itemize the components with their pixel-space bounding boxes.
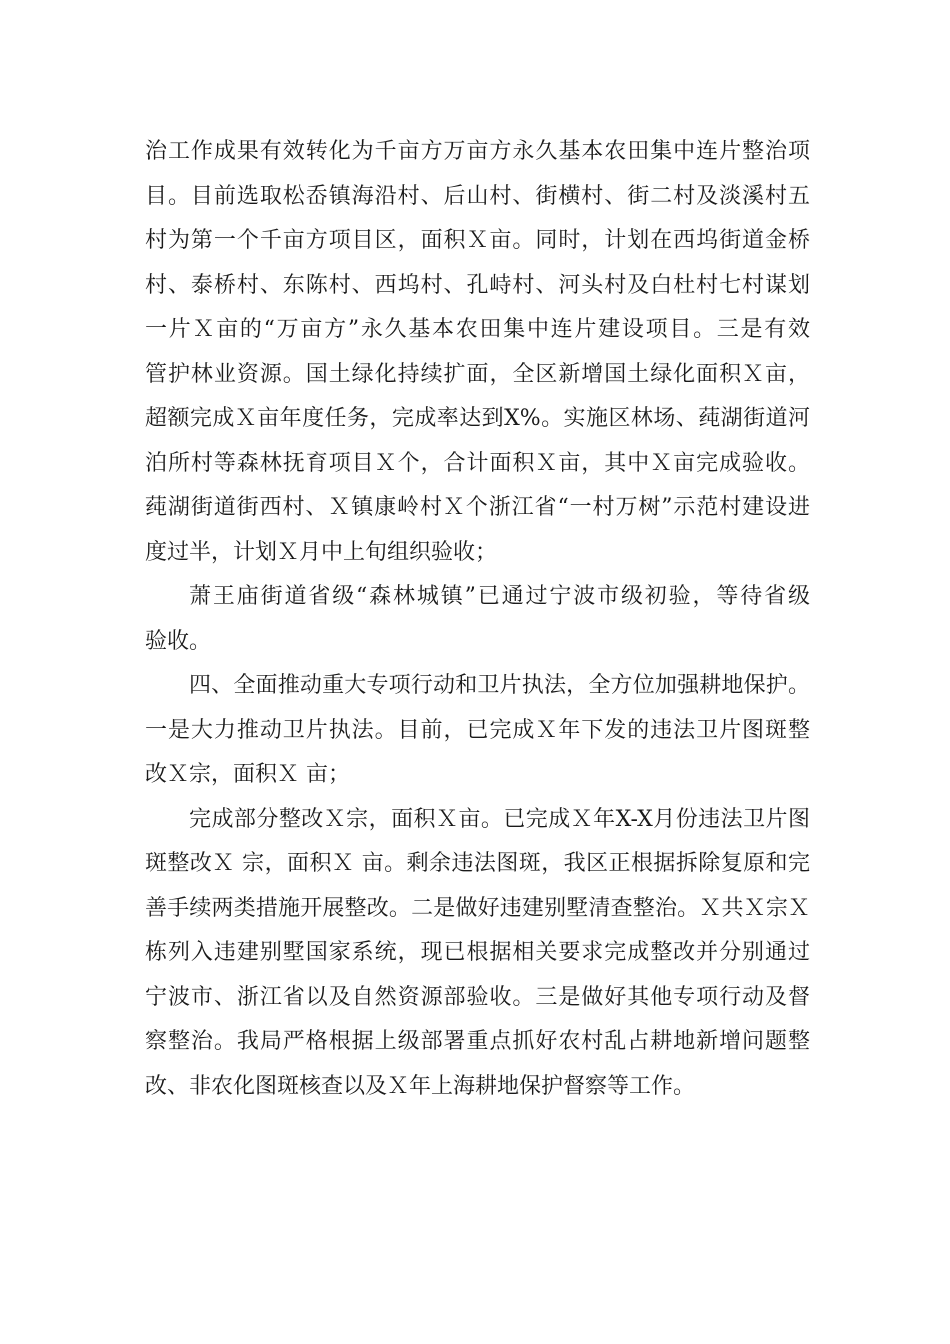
paragraph-line: 一片Ｘ亩的“万亩方”永久基本农田集中连片建设项目。三是有效 [145, 317, 810, 342]
paragraph-line: 治工作成果有效转化为千亩方万亩方永久基本农田集中连片整治项 [145, 139, 810, 164]
paragraph-line: 验收。 [145, 628, 212, 654]
paragraph-line: 一是大力推动卫片执法。目前，已完成Ｘ年下发的违法卫片图斑整 [145, 717, 810, 743]
paragraph-line: 泊所村等森林抚育项目Ｘ个，合计面积Ｘ亩，其中Ｘ亩完成验收。 [145, 450, 810, 476]
paragraph-line: 斑整改Ｘ 宗，面积Ｘ 亩。剩余违法图斑，我区正根据拆除复原和完 [145, 851, 810, 876]
paragraph-line: 莼湖街道街西村、Ｘ镇康岭村Ｘ个浙江省“一村万树”示范村建设进 [145, 495, 810, 520]
paragraph-line: 察整治。我局严格根据上级部署重点抓好农村乱占耕地新增问题整 [145, 1029, 810, 1054]
paragraph-line: 超额完成Ｘ亩年度任务，完成率达到X%。实施区林场、莼湖街道河 [145, 406, 810, 431]
paragraph-line: 萧王庙街道省级“森林城镇”已通过宁波市级初验，等待省级 [189, 584, 810, 609]
paragraph-line: 宁波市、浙江省以及自然资源部验收。三是做好其他专项行动及督 [145, 984, 810, 1010]
paragraph-line: 度过半，计划Ｘ月中上旬组织验收； [145, 539, 498, 565]
paragraph-line: 完成部分整改Ｘ宗，面积Ｘ亩。已完成Ｘ年X-X月份违法卫片图 [189, 806, 810, 832]
paragraph-line: 目。目前选取松岙镇海沿村、后山村、街横村、街二村及淡溪村五 [145, 183, 810, 209]
paragraph-line: 村为第一个千亩方项目区，面积Ｘ亩。同时，计划在西坞街道金桥 [145, 228, 810, 253]
paragraph-line: 四、全面推动重大专项行动和卫片执法，全方位加强耕地保护。 [189, 673, 810, 698]
document-body [145, 130, 810, 1109]
paragraph-line: 改Ｘ宗，面积Ｘ 亩； [145, 762, 350, 787]
paragraph-line: 善手续两类措施开展整改。二是做好违建别墅清查整治。Ｘ共Ｘ宗Ｘ [145, 895, 810, 921]
paragraph-line: 改、非农化图斑核查以及Ｘ年上海耕地保护督察等工作。 [145, 1073, 696, 1099]
paragraph-line: 管护林业资源。国土绿化持续扩面，全区新增国土绿化面积Ｘ亩， [145, 361, 810, 387]
paragraph-line: 栋列入违建别墅国家系统，现已根据相关要求完成整改并分别通过 [145, 940, 810, 965]
paragraph-line: 村、泰桥村、东陈村、西坞村、孔峙村、河头村及白杜村七村谋划 [145, 272, 810, 298]
